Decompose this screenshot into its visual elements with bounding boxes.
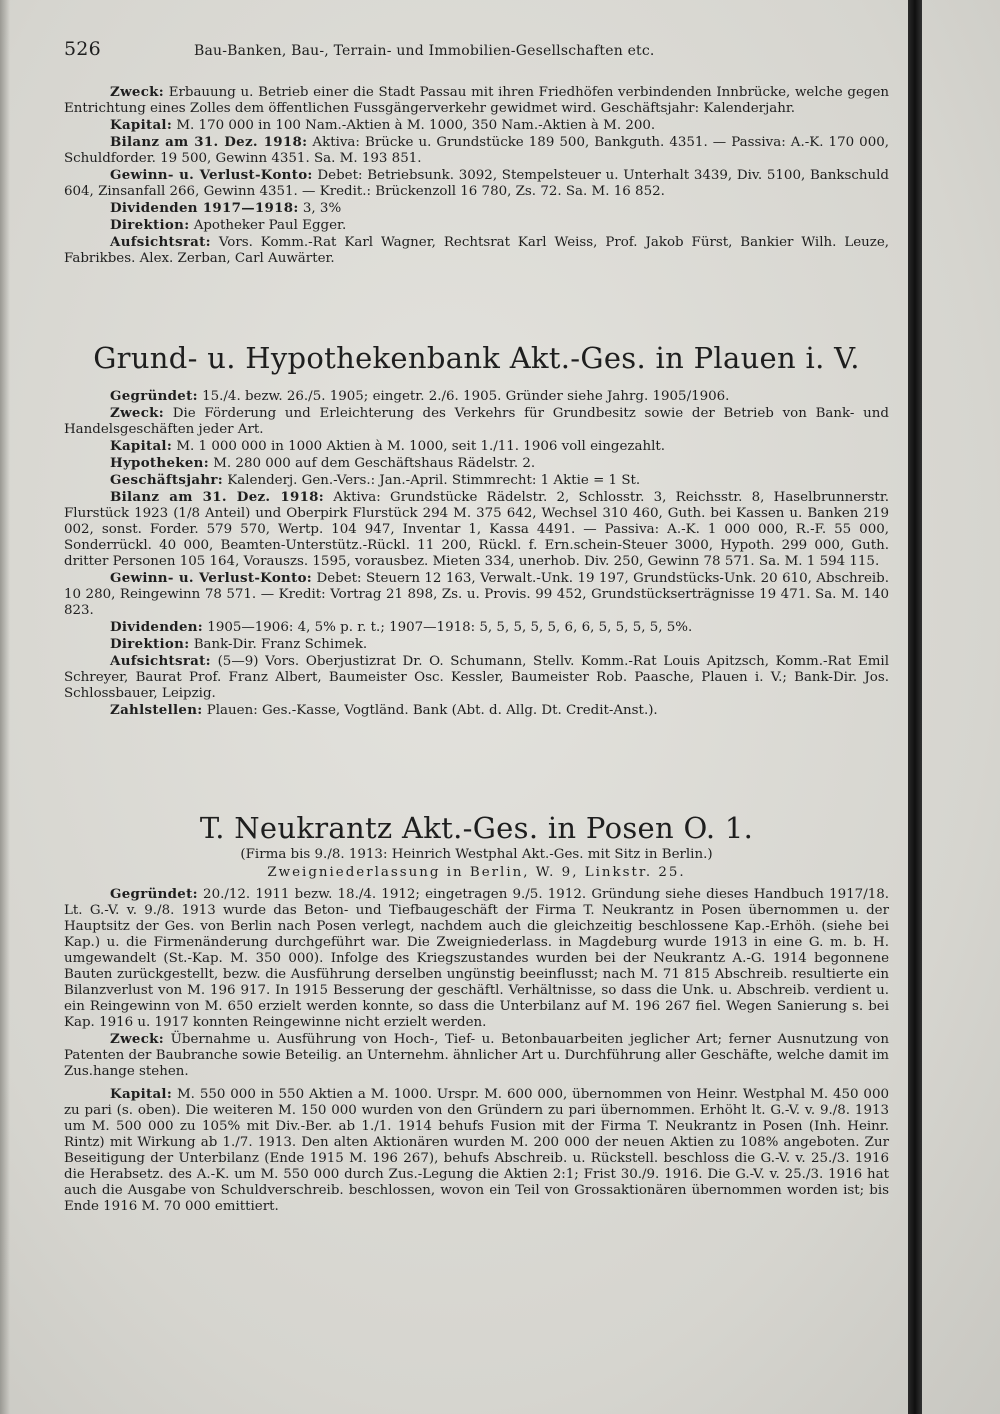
plauen-bilanz: Bilanz am 31. Dez. 1918: Aktiva: Grundstücke Rädelstr. 2, Schlosstr. 3, Reichsstr. 8, Haselbrunnerstr. Flurstück 1923 (1/8 Anteil) und Oberpirk Flurstück 294 M. 375 642, Wechsel 310 460, Guth. bei Kassen u. Banken 219 002, sonst. Forder. 579 570, Wertp. 104 947, Inventar 1, Kassa 4491. — Passiva: A.-K. 1 000 000, R.-F. 55 000, Sonderrückl. 40 000, Beamten-Unterstütz.-Rückl. 11 200, Rückl. f. Ern.schein-Steuer 3000, Hypoth. 299 000, Guth. dritter Personen 105 164, Vorauszs. 1595, vorausbez. Mieten 334, unerhob. Div. 250, Gewinn 78 571. Sa. M. 1 594 115. [64, 489, 889, 569]
plauen-gegruendet: Gegründet: 15./4. bezw. 26./5. 1905; eingetr. 2./6. 1905. Gründer siehe Jahrg. 1905/1906. [110, 388, 730, 404]
plauen-entry [64, 340, 889, 719]
plauen-aufsichtsrat: Aufsichtsrat: (5—9) Vors. Oberjustizrat Dr. O. Schumann, Stellv. Komm.-Rat Louis Apitzsch, Komm.-Rat Emil Schreyer, Baurat Prof. Franz Albert, Baumeister Osc. Kessler, Baumeister Rob. Paasche, Plauen i. V.; Bank-Dir. Jos. Schlossbauer, Leipzig. [64, 653, 889, 701]
passau-bilanz: Bilanz am 31. Dez. 1918: Aktiva: Brücke u. Grundstücke 189 500, Bankguth. 4351. — Passiva: A.-K. 170 000, Schuldforder. 19 500, Gewinn 4351. Sa. M. 193 851. [64, 134, 889, 166]
passau-zweck: Zweck: Erbauung u. Betrieb einer die Stadt Passau mit ihren Friedhöfen verbindenden Innbrücke, welche gegen Entrichtung eines Zolles dem öffentlichen Fussgängerverkehr gewidmet wird. Geschäftsjahr: Kalenderjahr. [64, 84, 889, 116]
page-fold-shadow [0, 0, 10, 1414]
posen-gegruendet: Gegründet: 20./12. 1911 bezw. 18./4. 1912; eingetragen 9./5. 1912. Gründung siehe dieses Handbuch 1917/18. Lt. G.-V. v. 9./8. 1913 wurde das Beton- und Tiefbaugeschäft der Firma T. Neukrantz in Posen übernommen u. der Hauptsitz der Ges. von Berlin nach Posen verlegt, nachdem auch die gleichzeitig beschlossene Kap.-Erhöh. (siehe bei Kap.) u. die Firmenänderung durchgeführt war. Die Zweigniederlass. in Magdeburg wurde 1913 in eine G. m. b. H. umgewandelt (St.-Kap. M. 350 000). Infolge des Kriegszustandes wurden bei der Neukrantz A.-G. 1914 begonnene Bauten zurückgestellt, bezw. die Ausführung derselben ungünstig beeinflusst; nach M. 71 815 Abschreib. resultierte ein Bilanzverlust von M. 196 917. In 1915 Besserung der geschäftl. Verhältnisse, so dass die Unk. u. Abschreib. verdient u. ein Reingewinn von M. 650 erzielt werden konnte, so dass die Unterbilanz auf M. 196 267 fiel. Wegen Sanierung s. bei Kap. 1916 u. 1917 konnten Reingewinne nicht erzielt werden. [64, 886, 889, 1030]
plauen-zahlstellen: Zahlstellen: Plauen: Ges.-Kasse, Vogtländ. Bank (Abt. d. Allg. Dt. Credit-Anst.). [110, 702, 658, 718]
posen-kapital: Kapital: M. 550 000 in 550 Aktien a M. 1000. Urspr. M. 600 000, übernommen von Heinr. Westphal M. 450 000 zu pari (s. oben). Die weiteren M. 150 000 wurden von den Gründern zu pari übernommen. Erhöht lt. G.-V. v. 9./8. 1913 um M. 500 000 zu 105% mit Div.-Ber. ab 1./1. 1914 behufs Fusion mit der Firma T. Neukrantz in Posen (Inh. Heinr. Rintz) mit Wirkung ab 1./7. 1913. Den alten Aktionären wurden M. 200 000 der neuen Aktien zu 108% angeboten. Zur Beseitigung der Unterbilanz (Ende 1915 M. 196 267), behufs Abschreib. u. Rückstell. beschloss die G.-V. v. 25./3. 1916 die Herabsetz. des A.-K. um M. 550 000 durch Zus.-Legung die Aktien 2:1; Frist 30./9. 1916. Die G.-V. v. 25./3. 1916 hat auch die Ausgabe von Schuldverschreib. beschlossen, wovon ein Teil von Grossaktionären übernommen worden ist; bis Ende 1916 M. 70 000 emittiert. [64, 1086, 889, 1214]
book-gutter [908, 0, 922, 1414]
posen-former-firm: (Firma bis 9./8. 1913: Heinrich Westphal Akt.-Ges. mit Sitz in Berlin.) [240, 847, 713, 862]
plauen-hypotheken: Hypotheken: M. 280 000 auf dem Geschäftshaus Rädelstr. 2. [110, 455, 536, 471]
posen-zweck: Zweck: Übernahme u. Ausführung von Hoch-, Tief- u. Betonbauarbeiten jeglicher Art; ferner Ausnutzung von Patenten der Baubranche sowie Beteilig. an Unternehm. ähnlicher Art u. Durchführung aller Geschäfte, welche damit im Zus.hange stehen. [64, 1031, 889, 1079]
passau-direktion: Direktion: Apotheker Paul Egger. [110, 217, 347, 233]
passau-aufsichtsrat: Aufsichtsrat: Vors. Komm.-Rat Karl Wagner, Rechtsrat Karl Weiss, Prof. Jakob Fürst, Bankier Wilh. Leuze, Fabrikbes. Alex. Zerban, Carl Auwärter. [64, 234, 889, 266]
running-title: Bau-Banken, Bau-, Terrain- und Immobilien-Gesellschaften etc. [194, 43, 655, 59]
plauen-kapital: Kapital: M. 1 000 000 in 1000 Aktien à M. 1000, seit 1./11. 1906 voll eingezahlt. [110, 438, 666, 454]
plauen-zweck: Zweck: Die Förderung und Erleichterung des Verkehrs für Grundbesitz sowie der Betrieb von Bank- und Handelsgeschäften jeder Art. [64, 405, 889, 437]
posen-entry [64, 810, 889, 1215]
posen-branch: Zweigniederlassung in Berlin, W. 9, Linkstr. 25. [267, 865, 686, 880]
page-number: 526 [64, 38, 101, 60]
plauen-geschaeftsjahr: Geschäftsjahr: Kalenderj. Gen.-Vers.: Jan.-April. Stimmrecht: 1 Aktie = 1 St. [110, 472, 641, 488]
passau-entry [64, 84, 889, 267]
passau-guv: Gewinn- u. Verlust-Konto: Debet: Betriebsunk. 3092, Stempelsteuer u. Unterhalt 3439, Div. 5100, Bankschuld 604, Zinsanfall 266, Gewinn 4351. — Kredit.: Brückenzoll 16 780, Zs. 72. Sa. M. 16 852. [64, 167, 889, 199]
page-header [64, 38, 889, 72]
main-column [64, 38, 890, 1214]
plauen-title: Grund- u. Hypothekenbank Akt.-Ges. in Plauen i. V. [93, 341, 860, 375]
plauen-direktion: Direktion: Bank-Dir. Franz Schimek. [110, 636, 368, 652]
plauen-dividenden: Dividenden: 1905—1906: 4, 5% p. r. t.; 1907—1918: 5, 5, 5, 5, 5, 6, 6, 5, 5, 5, 5, 5%. [110, 619, 693, 635]
posen-title: T. Neukrantz Akt.-Ges. in Posen O. 1. [199, 811, 754, 845]
passau-kapital: Kapital: M. 170 000 in 100 Nam.-Aktien à M. 1000, 350 Nam.-Aktien à M. 200. [110, 117, 656, 133]
passau-dividenden: Dividenden 1917—1918: 3, 3% [110, 200, 342, 216]
plauen-guv: Gewinn- u. Verlust-Konto: Debet: Steuern 12 163, Verwalt.-Unk. 19 197, Grundstücks-Unk. 20 610, Abschreib. 10 280, Reingewinn 78 571. — Kredit: Vortrag 21 898, Zs. u. Provis. 99 452, Grundstückserträgnisse 19 471. Sa. M. 140 823. [64, 570, 890, 618]
